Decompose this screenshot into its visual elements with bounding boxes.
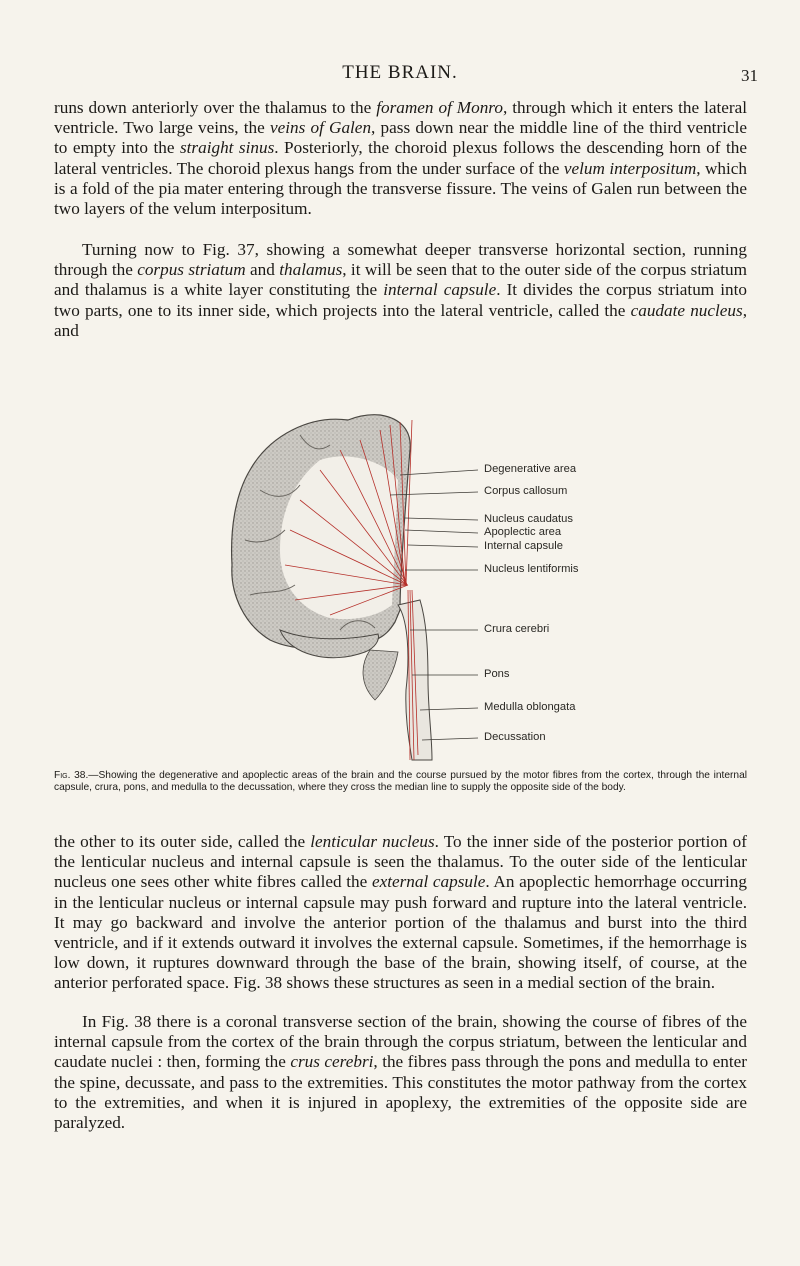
text-run: , it will be seen that to the outer side of the corpus striatum and thalamus is a white layer constituting the <box>54 260 747 300</box>
page-header <box>0 62 800 88</box>
page-number: 31 <box>741 66 758 85</box>
italic-term: foramen of Monro <box>376 98 503 117</box>
italic-term: crus cerebri <box>290 1052 374 1072</box>
brain-section-illustration <box>200 390 660 765</box>
text-run: . It divides the corpus striatum into two parts, one to its inner side, which projects into the lateral ventricle, called the <box>54 280 747 320</box>
italic-term: internal capsule <box>383 280 497 300</box>
italic-term: straight sinus <box>179 138 275 158</box>
label-medulla-oblongata: Medulla oblongata <box>484 701 576 713</box>
label-apoplectic-area: Apoplectic area <box>484 526 562 538</box>
paragraph <box>54 1012 747 1133</box>
italic-term: external capsule <box>371 872 486 892</box>
italic-term: veins of Galen <box>269 118 372 138</box>
paragraph <box>54 240 747 341</box>
text-run: runs down anteriorly over the thalamus to the <box>54 98 377 117</box>
text-run: In Fig. 38 there is a coronal transverse section of the brain, showing the course of fibres of the internal capsule from the cortex of the brain through the corpus striatum, between the lenticular and caudate nuclei : then, forming the <box>54 1012 747 1072</box>
label-degenerative-area: Degenerative area <box>484 463 577 475</box>
text-run: , the fibres pass through the pons and medulla to enter the spine, decussate, and pass to the extremities. This constitutes the motor pathway from the cortex to the extremities, and when it is injured in apoplexy, the extremities of the opposite side are paralyzed. <box>54 1052 747 1133</box>
text-run: and <box>245 260 280 280</box>
running-head: THE BRAIN. <box>342 62 458 83</box>
figure-number: Fig. 38. <box>54 770 89 781</box>
label-nucleus-caudatus: Nucleus caudatus <box>484 513 573 525</box>
label-crura-cerebri: Crura cerebri <box>484 623 550 635</box>
brain-section-figure <box>200 390 660 765</box>
label-decussation: Decussation <box>484 731 546 743</box>
italic-term: velum interpositum <box>563 158 697 178</box>
label-corpus-callosum: Corpus callosum <box>484 485 568 497</box>
text-run: , through which it enters the lateral ventricle. Two large veins, the <box>54 98 748 138</box>
text-run: the other to its outer side, called the <box>54 832 311 851</box>
text-run: , pass down near the middle line of the third ventricle to empty into the <box>54 118 747 158</box>
label-pons: Pons <box>484 668 510 680</box>
cerebellum <box>363 650 398 700</box>
italic-term: lenticular nucleus <box>310 832 435 851</box>
label-nucleus-lentiformis: Nucleus lentiformis <box>484 563 579 575</box>
text-run: , which is a fold of the pia mater entering through the transverse fissure. The veins of Galen run between the two layers of the velum interpositum. <box>54 158 747 219</box>
paragraph <box>54 98 747 219</box>
figure-caption-text: —Showing the degenerative and apoplectic areas of the brain and the course pursued by the motor fibres from the cortex, through the internal capsule, crura, pons, and medulla to the decussation, where they cross the median line to supply the opposite side of the body. <box>54 770 748 793</box>
label-internal-capsule: Internal capsule <box>484 540 563 552</box>
text-run: . To the inner side of the posterior portion of the lenticular nucleus and internal capsule is seen the thalamus. To the outer side of the lenticular nucleus one sees other white fibres called the <box>54 832 747 892</box>
italic-term: corpus striatum <box>137 260 246 280</box>
text-run: . Posteriorly, the choroid plexus follows the descending horn of the lateral ventricles. The choroid plexus hangs from the under surface of the <box>54 138 748 178</box>
italic-term: thalamus <box>279 260 343 280</box>
paragraph <box>54 832 747 994</box>
figure-caption <box>54 770 747 793</box>
italic-term: caudate nucleus <box>630 300 743 320</box>
text-run: . An apoplectic hemorrhage occurring in the lenticular nucleus or internal capsule may push forward and rupture into the lateral ventricle. It may go backward and involve the anterior portion of the thalamus and burst into the third ventricle, and if it extends outward it involves the external capsule. Sometimes, if the hemorrhage is low down, it ruptures downward through the base of the brain, showing itself, of course, at the anterior perforated space. Fig. 38 shows these structures as seen in a medial section of the brain. <box>54 872 747 993</box>
text-run: Turning now to Fig. 37, showing a somewhat deeper transverse horizontal section, running through the <box>54 240 747 280</box>
text-run: , and <box>54 300 747 340</box>
